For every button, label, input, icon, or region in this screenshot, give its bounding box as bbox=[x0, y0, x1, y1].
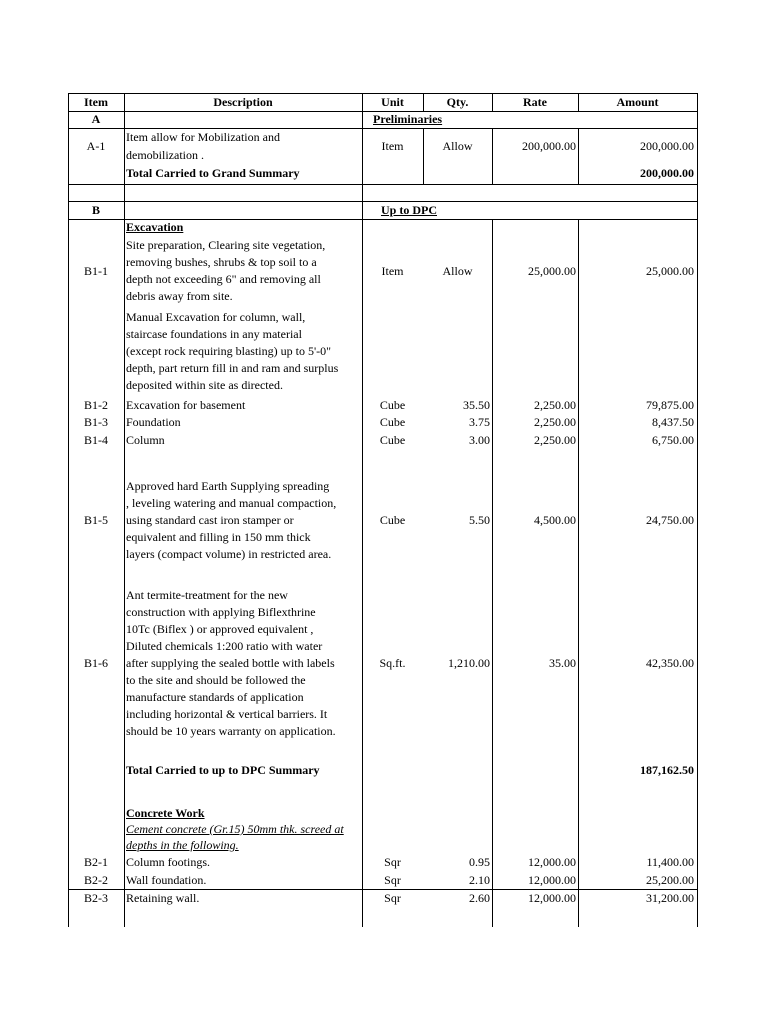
b2-3-rate: 12,000.00 bbox=[528, 891, 576, 905]
b2-1-qty: 0.95 bbox=[469, 855, 490, 869]
b1-2-amount: 79,875.00 bbox=[646, 398, 694, 412]
b2-3-unit: Sqr bbox=[384, 891, 401, 905]
b1-3-amount: 8,437.50 bbox=[652, 415, 694, 429]
b1-5-description-line-2: , leveling watering and manual compaction, bbox=[126, 496, 337, 510]
b1-1-description-line-4: debris away from site. bbox=[126, 289, 233, 303]
b1-5-description-line-5: layers (compact volume) in restricted area. bbox=[126, 547, 332, 561]
b1-5-amount: 24,750.00 bbox=[646, 513, 694, 527]
b1-6-description-line-1: Ant termite-treatment for the new bbox=[126, 588, 288, 602]
b1-1-description-line-1: Site preparation, Clearing site vegetation, bbox=[126, 238, 326, 252]
b1-4-qty: 3.00 bbox=[469, 433, 490, 447]
b1-5-unit: Cube bbox=[379, 513, 406, 527]
b1-6-amount: 42,350.00 bbox=[646, 656, 694, 670]
b2-3-amount: 31,200.00 bbox=[646, 891, 694, 905]
b1-1-rate: 25,000.00 bbox=[528, 264, 576, 278]
b1-6-description-line-8: including horizontal & vertical barriers. It bbox=[126, 707, 328, 721]
section-a-title: Preliminaries bbox=[373, 112, 443, 126]
b1-6-description-line-9: should be 10 years warranty on application. bbox=[126, 724, 336, 738]
b1-1-qty: Allow bbox=[442, 264, 473, 278]
b1-1-description-line-2: removing bushes, shrubs & top soil to a bbox=[126, 255, 317, 269]
header-qty: Qty. bbox=[446, 95, 469, 109]
b2-1-item: B2-1 bbox=[84, 855, 108, 869]
b1-5-description-line-3: using standard cast iron stamper or bbox=[126, 513, 294, 527]
a1-description-line-2: demobilization . bbox=[126, 148, 204, 162]
concrete-work-heading: Concrete Work bbox=[126, 806, 205, 820]
manual-excavation-line-1: Manual Excavation for column, wall, bbox=[126, 310, 306, 324]
a1-description-line-1: Item allow for Mobilization and bbox=[126, 130, 280, 144]
b1-1-amount: 25,000.00 bbox=[646, 264, 694, 278]
b2-3-description: Retaining wall. bbox=[126, 891, 200, 905]
a1-rate: 200,000.00 bbox=[522, 139, 576, 153]
qty-rate-divider-lower bbox=[492, 128, 493, 184]
b1-6-description-line-4: Diluted chemicals 1:200 ratio with water bbox=[126, 639, 323, 653]
b2-2-description: Wall foundation. bbox=[126, 873, 207, 887]
b1-3-rate: 2,250.00 bbox=[534, 415, 576, 429]
header-rate: Rate bbox=[523, 95, 547, 109]
b1-5-description-line-4: equivalent and filling in 150 mm thick bbox=[126, 530, 311, 544]
b1-1-item: B1-1 bbox=[84, 264, 108, 278]
b2-3-item: B2-3 bbox=[84, 891, 108, 905]
section-b-total-label: Total Carried to up to DPC Summary bbox=[126, 763, 320, 777]
excavation-heading: Excavation bbox=[126, 220, 184, 234]
b1-6-description-line-6: to the site and should be followed the bbox=[126, 673, 306, 687]
b2-1-amount: 11,400.00 bbox=[646, 855, 694, 869]
b1-6-qty: 1,210.00 bbox=[448, 656, 490, 670]
item-description-divider bbox=[124, 93, 125, 927]
b1-2-unit: Cube bbox=[379, 398, 406, 412]
b1-3-item: B1-3 bbox=[84, 415, 108, 429]
section-a-total-amount: 200,000.00 bbox=[640, 166, 694, 180]
b1-6-description-line-7: manufacture standards of application bbox=[126, 690, 304, 704]
header-item: Item bbox=[84, 95, 108, 109]
manual-excavation-line-4: depth, part return fill in and ram and surplus bbox=[126, 361, 339, 375]
b1-2-qty: 35.50 bbox=[463, 398, 490, 412]
rate-amount-divider-b bbox=[578, 219, 579, 927]
b1-5-description-line-1: Approved hard Earth Supplying spreading bbox=[126, 479, 330, 493]
manual-excavation-line-5: deposited within site as directed. bbox=[126, 378, 283, 392]
b2-2-qty: 2.10 bbox=[469, 873, 490, 887]
section-a-code: A bbox=[91, 112, 101, 126]
concrete-description-line-2: depths in the following. bbox=[126, 838, 239, 852]
b1-5-item: B1-5 bbox=[84, 513, 108, 527]
b1-4-rate: 2,250.00 bbox=[534, 433, 576, 447]
b1-4-item: B1-4 bbox=[84, 433, 108, 447]
b2-2-item: B2-2 bbox=[84, 873, 108, 887]
b1-2-description: Excavation for basement bbox=[126, 398, 246, 412]
manual-excavation-line-2: staircase foundations in any material bbox=[126, 327, 302, 341]
section-b-code: B bbox=[91, 203, 100, 217]
a1-item: A-1 bbox=[86, 139, 106, 153]
section-b-title: Up to DPC bbox=[381, 203, 437, 217]
b1-6-description-line-2: construction with applying Biflexthrine bbox=[126, 605, 316, 619]
section-a-total-label: Total Carried to Grand Summary bbox=[126, 166, 300, 180]
b1-6-unit: Sq.ft. bbox=[379, 656, 406, 670]
b2-1-rate: 12,000.00 bbox=[528, 855, 576, 869]
b2-1-unit: Sqr bbox=[384, 855, 401, 869]
b2-1-description: Column footings. bbox=[126, 855, 211, 869]
b1-2-item: B1-2 bbox=[84, 398, 108, 412]
b1-6-rate: 35.00 bbox=[549, 656, 576, 670]
header-description: Description bbox=[213, 95, 273, 109]
a1-qty: Allow bbox=[442, 139, 473, 153]
b1-3-description: Foundation bbox=[126, 415, 181, 429]
a1-amount: 200,000.00 bbox=[640, 139, 694, 153]
b1-1-unit: Item bbox=[381, 264, 404, 278]
concrete-description-line-1: Cement concrete (Gr.15) 50mm thk. screed at bbox=[126, 822, 344, 836]
b1-1-description-line-3: depth not exceeding 6" and removing all bbox=[126, 272, 321, 286]
b1-6-description-line-3: 10Tc (Biflex ) or approved equivalent , bbox=[126, 622, 314, 636]
b1-3-qty: 3.75 bbox=[469, 415, 490, 429]
qty-rate-divider-b bbox=[492, 219, 493, 927]
section-b-total-amount: 187,162.50 bbox=[640, 763, 694, 777]
b1-5-qty: 5.50 bbox=[469, 513, 490, 527]
description-unit-divider bbox=[362, 93, 363, 927]
header-amount: Amount bbox=[616, 95, 659, 109]
b1-4-amount: 6,750.00 bbox=[652, 433, 694, 447]
section-a-bottom-line bbox=[68, 184, 697, 185]
b1-6-description-line-5: after supplying the sealed bottle with labels bbox=[126, 656, 335, 670]
b1-5-rate: 4,500.00 bbox=[534, 513, 576, 527]
a1-unit: Item bbox=[381, 139, 404, 153]
table-right-border bbox=[697, 93, 698, 927]
b2-3-qty: 2.60 bbox=[469, 891, 490, 905]
b1-3-unit: Cube bbox=[379, 415, 406, 429]
b2-2-rate: 12,000.00 bbox=[528, 873, 576, 887]
b1-4-unit: Cube bbox=[379, 433, 406, 447]
b1-2-rate: 2,250.00 bbox=[534, 398, 576, 412]
unit-qty-divider-lower bbox=[423, 128, 424, 184]
b1-4-description: Column bbox=[126, 433, 165, 447]
b1-6-item: B1-6 bbox=[84, 656, 108, 670]
header-unit: Unit bbox=[381, 95, 404, 109]
b2-2-amount: 25,200.00 bbox=[646, 873, 694, 887]
b2-2-unit: Sqr bbox=[384, 873, 401, 887]
manual-excavation-line-3: (except rock requiring blasting) up to 5'-0" bbox=[126, 344, 332, 358]
